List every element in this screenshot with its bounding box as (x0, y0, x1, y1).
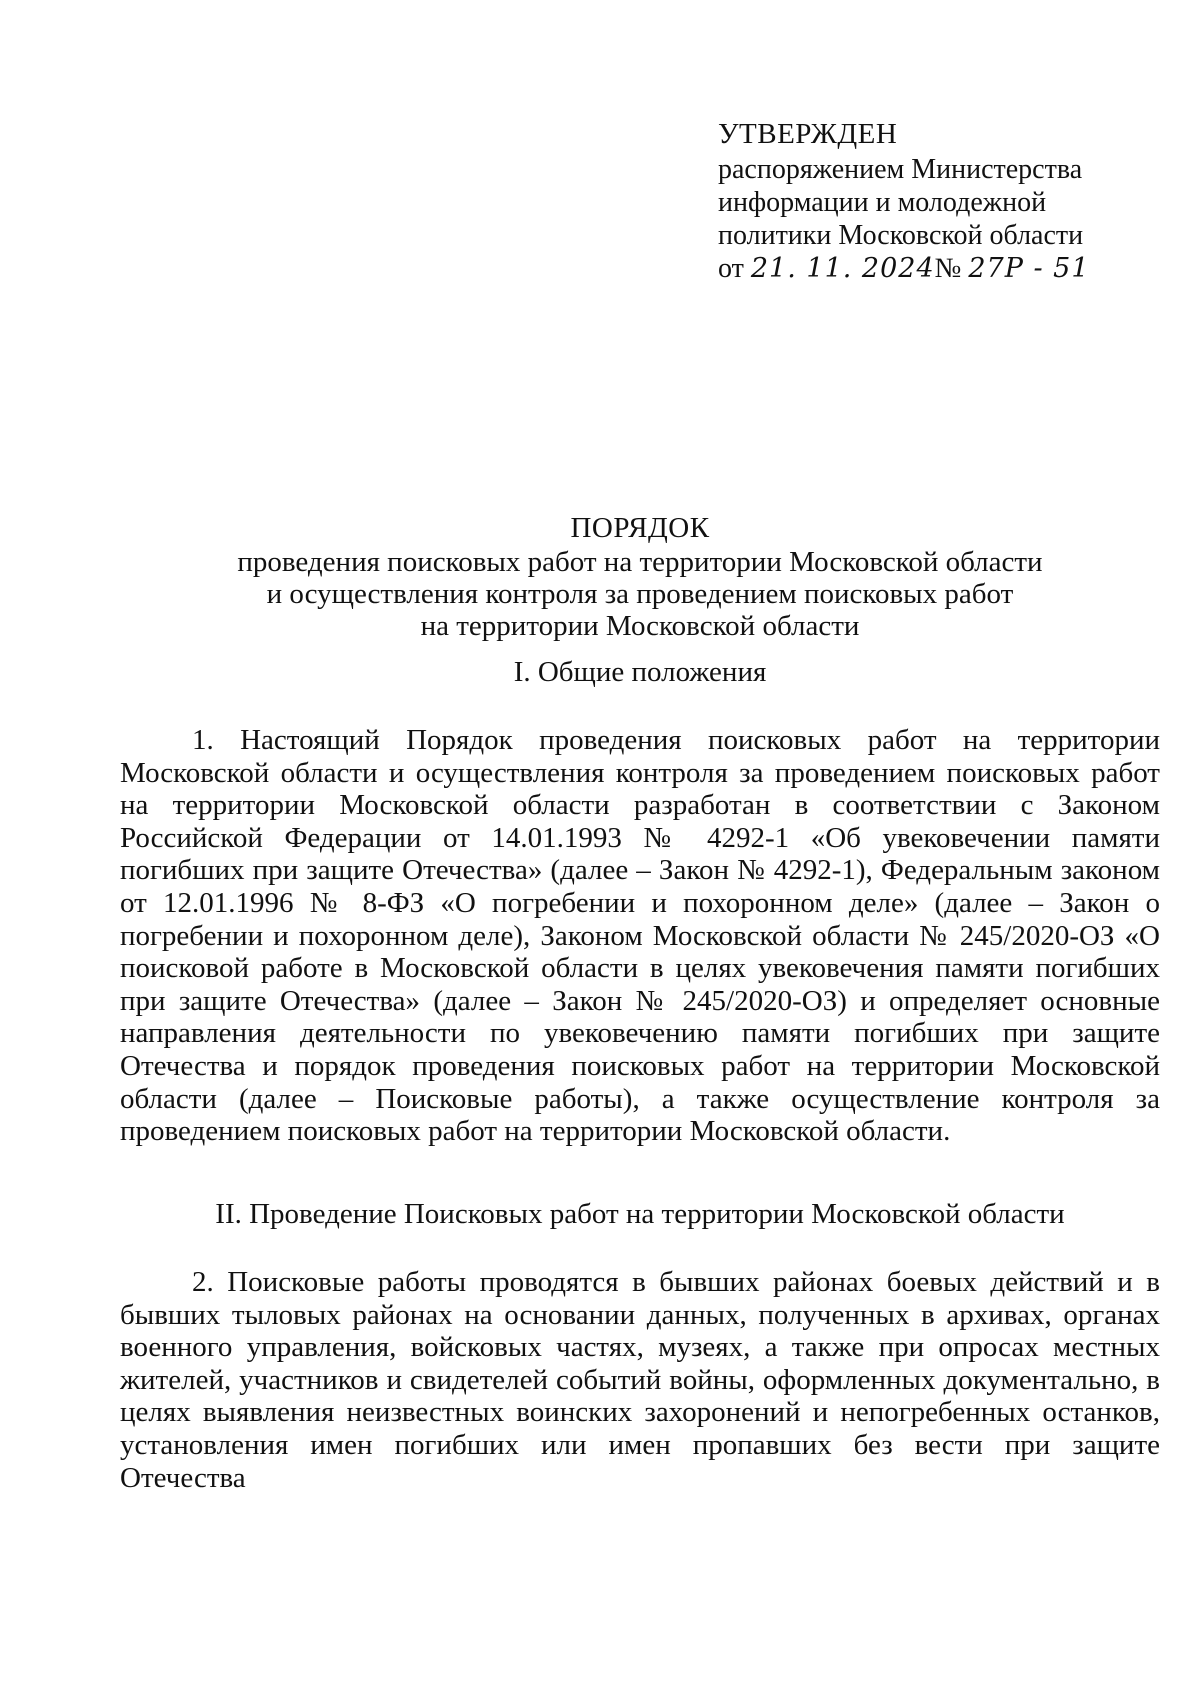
approval-date-handwritten: 21. 11. 2024 (750, 253, 935, 284)
paragraph-2: 2. Поисковые работы проводятся в бывших районах боевых действий и в бывших тыловых районах на основании данных, полученных в архивах, органах военного управления, войсковых частях, музеях, а также при опросах местных жителей, участников и свидетелей событий войны, оформленных документально, в целях выявления неизвестных воинских захоронений и непогребенных останков, установления имен погибших или имен пропавших без вести при защите Отечества (120, 1266, 1160, 1494)
document-title: ПОРЯДОК (570, 512, 710, 544)
section-2-heading: II. Проведение Поисковых работ на территории Московской области (215, 1198, 1065, 1230)
approval-line-3: политики Московской области (718, 220, 1084, 251)
approval-line-1: распоряжением Министерства (718, 154, 1083, 185)
approval-line-2: информации и молодежной (718, 187, 1047, 218)
document-subtitle-line-2: и осуществления контроля за проведением поисковых работ (266, 578, 1014, 610)
document-subtitle-line-3: на территории Московской области (420, 610, 860, 642)
approval-number-handwritten: 27Р - 51 (968, 253, 1090, 284)
approval-date-prefix: от (718, 253, 744, 284)
approval-heading: УТВЕРЖДЕН (718, 118, 898, 150)
document-subtitle-line-1: проведения поисковых работ на территории Московской области (237, 546, 1043, 578)
approval-date-line (718, 252, 1158, 285)
section-1-heading: I. Общие положения (513, 656, 767, 688)
document-title-block (120, 512, 1160, 642)
approval-stamp-block (718, 118, 1158, 285)
approval-number-sign: № (934, 253, 962, 284)
paragraph-1: 1. Настоящий Порядок проведения поисковых работ на территории Московской области и осуществления контроля за проведением поисковых работ на территории Московской области разработан в соответствии с Законом Российской Федерации от 14.01.1993 № 4292-1 «Об увековечении памяти погибших при защите Отечества» (далее – Закон № 4292-1), Федеральным законом от 12.01.1996 № 8-ФЗ «О погребении и похоронном деле» (далее – Закон о погребении и похоронном деле), Законом Московской области № 245/2020-ОЗ «О поисковой работе в Московской области в целях увековечения памяти погибших при защите Отечества» (далее – Закон № 245/2020-ОЗ) и определяет основные направления деятельности по увековечению памяти погибших при защите Отечества и порядок проведения поисковых работ на территории Московской области (далее – Поисковые работы), а также осуществление контроля за проведением поисковых работ на территории Московской области. (120, 724, 1160, 1148)
